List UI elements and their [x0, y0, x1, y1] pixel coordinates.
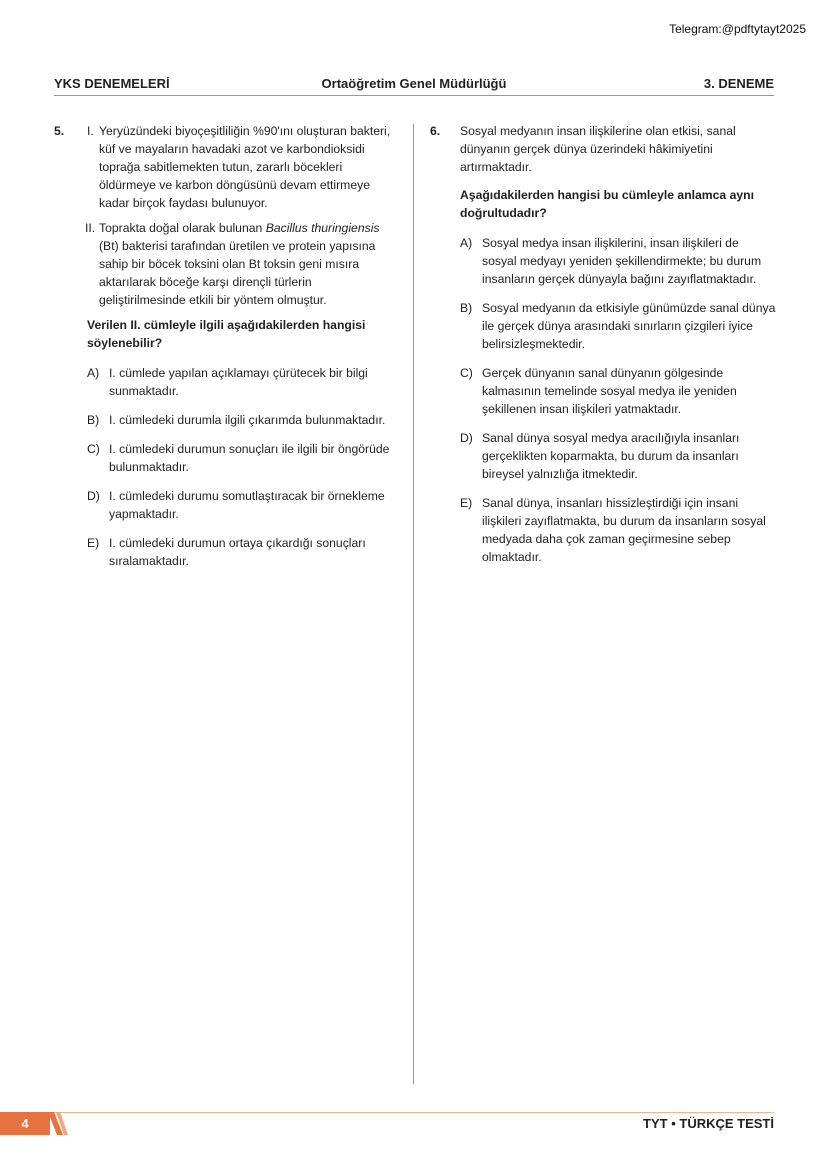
header-divider [54, 95, 774, 96]
option-text: I. cümledeki durumu somutlaştıracak bir örnekleme yapmaktadır. [109, 489, 385, 521]
option-text: I. cümledeki durumun sonuçları ile ilgili bir öngörüde bulunmaktadır. [109, 442, 390, 474]
decorative-stripes-icon [48, 1112, 68, 1135]
statement-label: II. [85, 221, 96, 235]
question-passage: Sosyal medyanın insan ilişkilerine olan etkisi, sanal dünyanın gerçek dünya üzerindeki hâkimiyetini artırmaktadır. [460, 124, 736, 174]
option-letter: D) [87, 489, 100, 503]
header-series-title: YKS DENEMELERİ [54, 76, 170, 91]
option-letter: A) [460, 236, 473, 250]
answer-options [87, 364, 398, 570]
option-text: Sanal dünya, insanları hissizleştirdiği için insani ilişkileri zayıflatmakta, bu durum da insanların sosyal medyada daha çok zaman geçirmesine sebep olmaktadır. [482, 496, 766, 564]
statement-1 [87, 122, 398, 212]
option-b[interactable] [460, 299, 776, 353]
option-e[interactable] [87, 534, 398, 570]
question-stem: Aşağıdakilerden hangisi bu cümleyle anlamca aynı doğrultudadır? [460, 188, 754, 220]
option-letter: C) [87, 442, 100, 456]
option-d[interactable] [87, 487, 398, 523]
option-text: Sanal dünya sosyal medya aracılığıyla insanları gerçeklikten koparmakta, bu durum da insanları bireysel yalnızlığa itmektedir. [482, 431, 740, 481]
statement-text: Yeryüzündeki biyoçeşitliliğin %90'ını oluşturan bakteri, küf ve mayaların havadaki azot ve karbondioksidi toprağa sabitlemekten tutun, zararlı böcekleri öldürmeye ve karbon döngüsünü devam ettirmeye kadar birçok faydası bulunuyor. [99, 124, 391, 210]
header-institution: Ortaöğretim Genel Müdürlüğü [321, 76, 507, 91]
footer-test-title: TYT • TÜRKÇE TESTİ [643, 1116, 774, 1131]
option-letter: E) [87, 536, 100, 550]
option-e[interactable] [460, 494, 776, 566]
option-letter: A) [87, 366, 100, 380]
question-6 [430, 122, 776, 577]
question-body [87, 122, 398, 570]
option-letter: C) [460, 366, 473, 380]
statement-text-pre: Toprakta doğal olarak bulunan [99, 221, 266, 235]
option-d[interactable] [460, 429, 776, 483]
statement-label: I. [87, 124, 94, 138]
option-b[interactable] [87, 411, 398, 429]
option-a[interactable] [460, 234, 776, 288]
question-5 [54, 122, 398, 581]
option-letter: D) [460, 431, 473, 445]
option-letter: B) [87, 413, 100, 427]
telegram-watermark: Telegram:@pdftytayt2025 [669, 22, 806, 36]
footer-divider [54, 1112, 774, 1113]
option-text: Gerçek dünyanın sanal dünyanın gölgesinde kalmasının temelinde sosyal medya ile yeniden şekillenen insan ilişkileri yatmaktadır. [482, 366, 737, 416]
header-exam-number: 3. DENEME [703, 76, 774, 91]
option-text: Sosyal medya insan ilişkilerini, insan ilişkileri de sosyal medyayı yeniden şekillendirmekte; bu durum insanların gerçek dünyayla bağını zayıflatmaktadır. [482, 236, 762, 286]
question-stem: Verilen II. cümleyle ilgili aşağıdakilerden hangisi söylenebilir? [87, 318, 366, 350]
option-text: Sosyal medyanın da etkisiyle günümüzde sanal dünya ile gerçek dünya arasındaki sınırların çizgileri iyice belirsizleşmektedir. [482, 301, 776, 351]
option-text: I. cümledeki durumla ilgili çıkarımda bulunmaktadır. [109, 413, 386, 427]
option-a[interactable] [87, 364, 398, 400]
question-number: 6. [430, 124, 441, 138]
answer-options [460, 234, 776, 566]
question-body [460, 122, 776, 566]
option-c[interactable] [460, 364, 776, 418]
species-name: Bacillus thuringiensis [265, 221, 380, 235]
statement-text-post: (Bt) bakterisi tarafından üretilen ve protein yapısına sahip bir böcek toksini olan Bt toksin geni mısıra aktarılarak böceğe karşı dirençli türlerin geliştirilmesinde etkili bir yöntem olmuştur. [99, 239, 376, 307]
statement-2 [85, 219, 398, 309]
option-text: I. cümlede yapılan açıklamayı çürütecek bir bilgi sunmaktadır. [109, 366, 368, 398]
question-number: 5. [54, 124, 65, 138]
column-divider [413, 124, 414, 1084]
option-letter: B) [460, 301, 473, 315]
page-number: 4 [0, 1112, 50, 1135]
option-text: I. cümledeki durumun ortaya çıkardığı sonuçları sıralamaktadır. [109, 536, 366, 568]
page-header [54, 74, 774, 94]
option-c[interactable] [87, 440, 398, 476]
option-letter: E) [460, 496, 473, 510]
